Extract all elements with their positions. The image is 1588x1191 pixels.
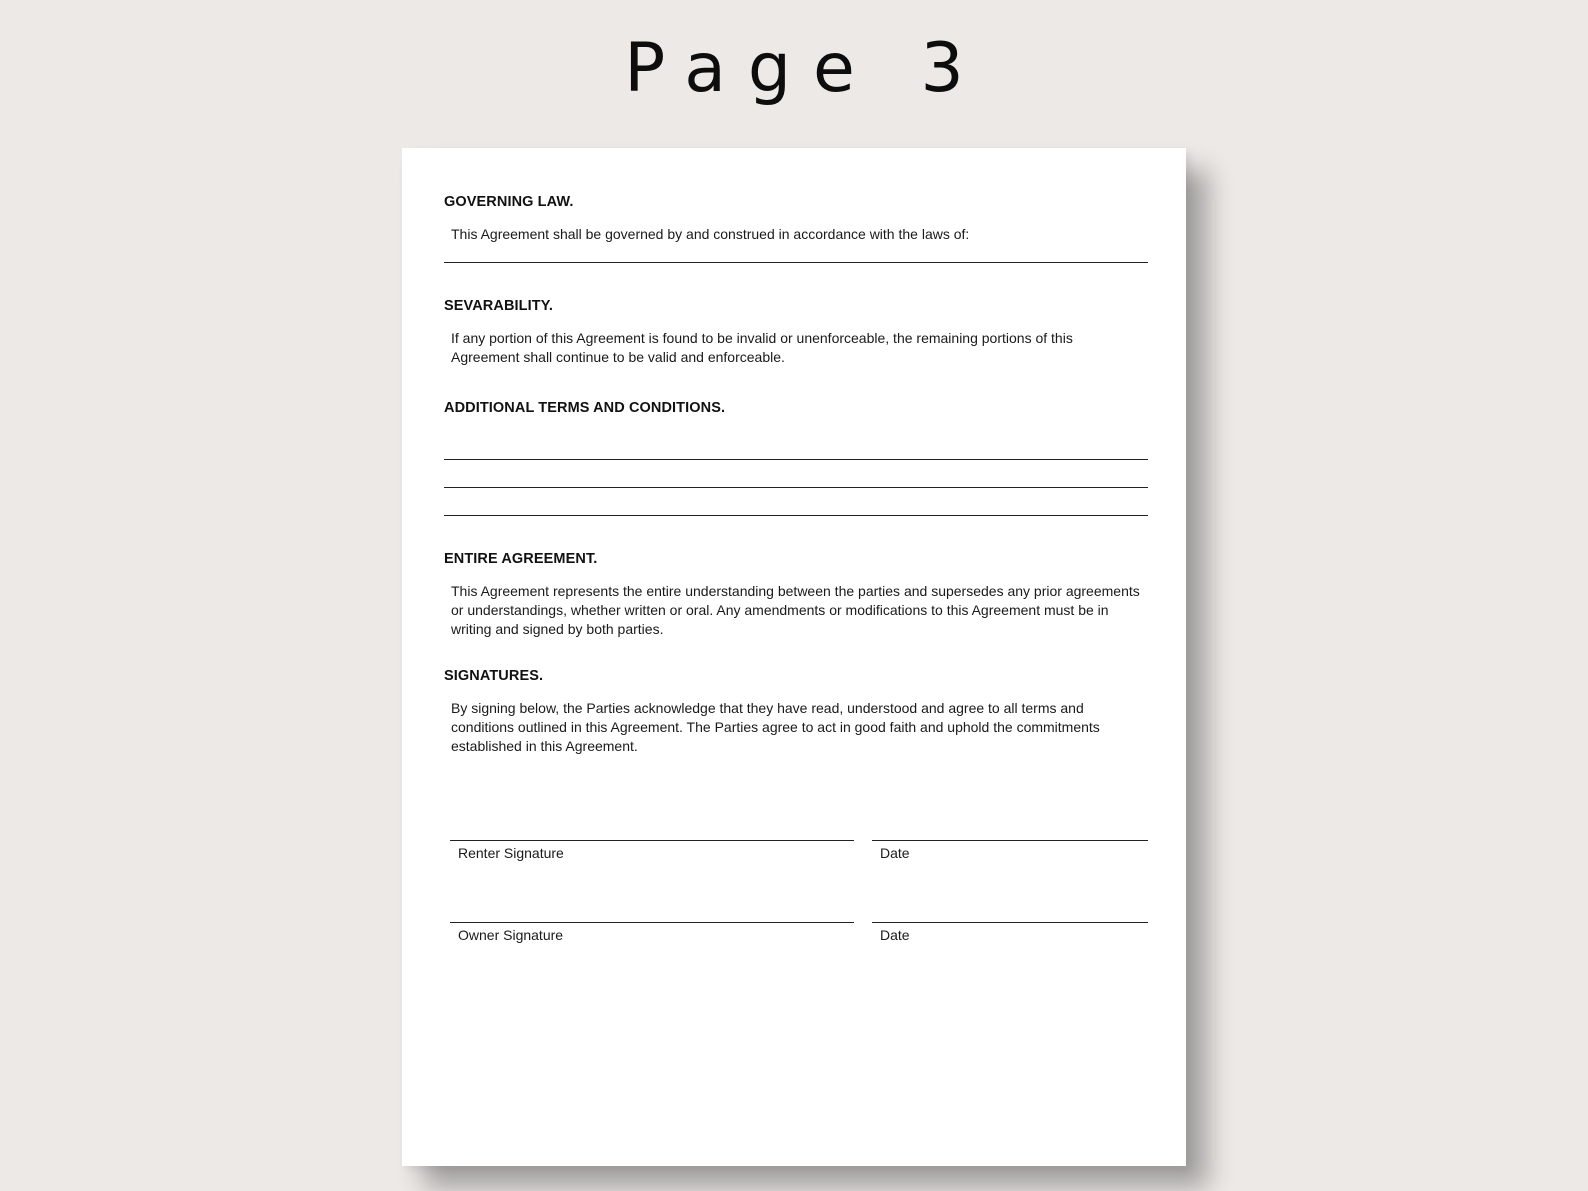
additional-terms-line-2[interactable] xyxy=(444,487,1148,488)
renter-signature-label: Renter Signature xyxy=(458,845,564,861)
heading-entire-agreement: ENTIRE AGREEMENT. xyxy=(444,551,598,567)
renter-date-line[interactable] xyxy=(872,840,1148,841)
owner-signature-label: Owner Signature xyxy=(458,927,564,943)
heading-additional-terms: ADDITIONAL TERMS AND CONDITIONS. xyxy=(444,400,726,416)
text-governing-law: This Agreement shall be governed by and construed in accordance with the laws of: xyxy=(451,226,970,242)
owner-signature-line[interactable] xyxy=(450,922,854,923)
text-entire-agreement: This Agreement represents the entire understanding between the parties and supersedes any prior agreements or understandings, whether written or oral. Any amendments or modifications to this Agreement must be in writing and signed by both parties. xyxy=(451,583,1140,637)
renter-date-label: Date xyxy=(880,845,910,861)
heading-governing-law: GOVERNING LAW. xyxy=(444,194,574,210)
renter-signature-line[interactable] xyxy=(450,840,854,841)
owner-date-label: Date xyxy=(880,927,910,943)
additional-terms-line-1[interactable] xyxy=(444,459,1148,460)
owner-date-line[interactable] xyxy=(872,922,1148,923)
text-signatures: By signing below, the Parties acknowledge that they have read, understood and agree to all terms and conditions outlined in this Agreement. The Parties agree to act in good faith and uphold the commitments established in this Agreement. xyxy=(451,700,1100,754)
page-label: Page 3 xyxy=(624,29,986,108)
governing-law-fill-line[interactable] xyxy=(444,262,1148,263)
document-sheet xyxy=(402,148,1186,1166)
heading-severability: SEVARABILITY. xyxy=(444,298,553,314)
additional-terms-line-3[interactable] xyxy=(444,515,1148,516)
text-severability: If any portion of this Agreement is found to be invalid or unenforceable, the remaining portions of this Agreement shall continue to be valid and enforceable. xyxy=(451,330,1073,365)
heading-signatures: SIGNATURES. xyxy=(444,668,544,684)
